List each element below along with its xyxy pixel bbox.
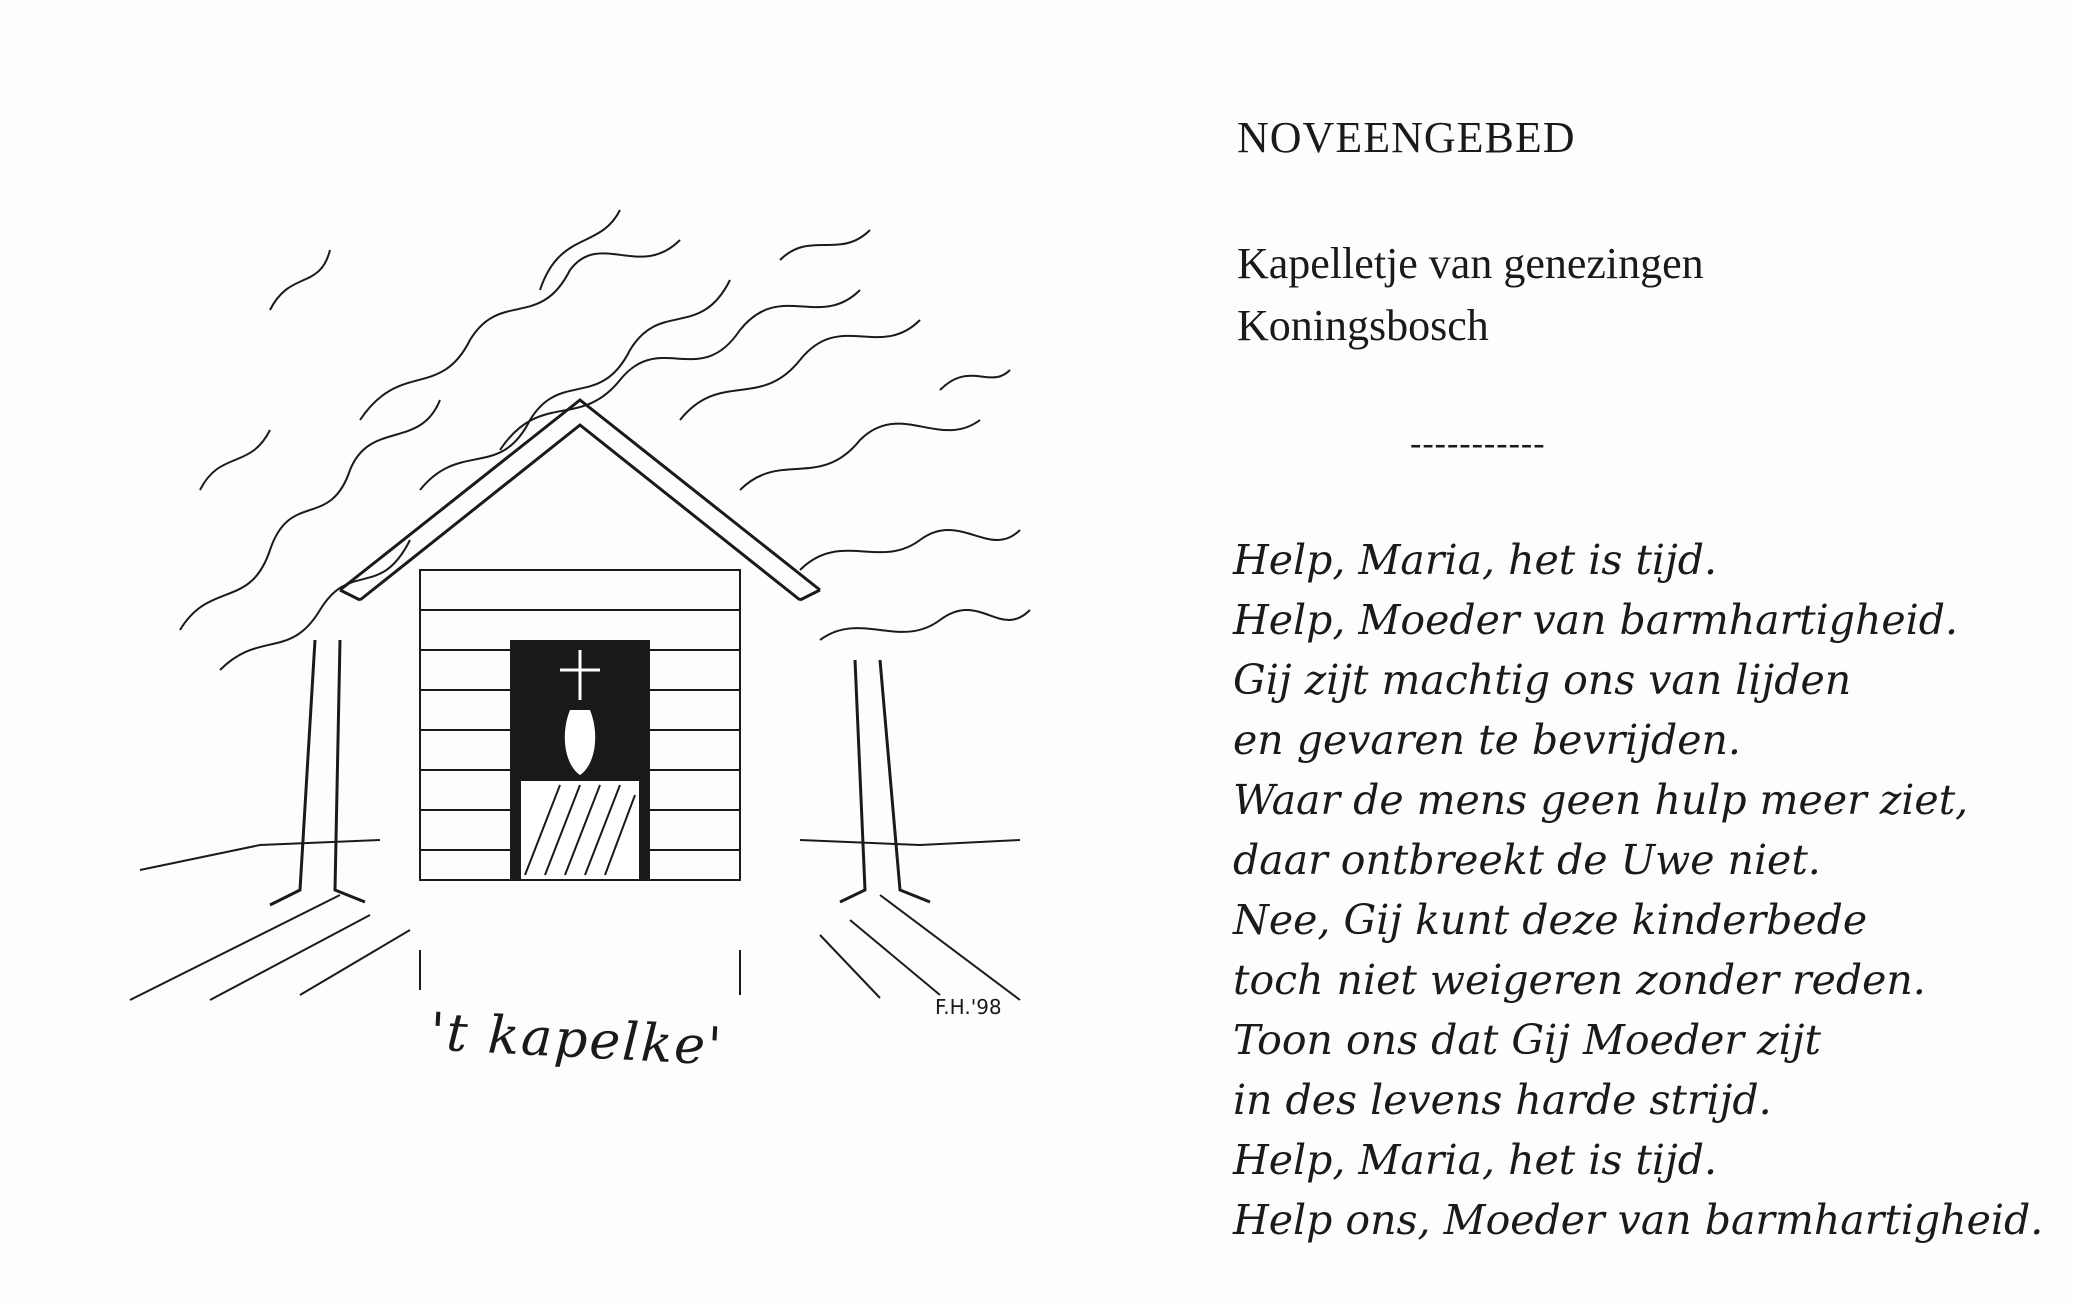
prayer-line: Help, Moeder van barmhartigheid. — [1233, 596, 1959, 644]
prayer-line: toch niet weigeren zonder reden. — [1233, 956, 1926, 1004]
chapel-drawing — [120, 190, 1040, 1090]
prayer-line: Help, Maria, het is tijd. — [1233, 1136, 1718, 1184]
prayer-line: en gevaren te bevrijden. — [1233, 716, 1741, 764]
subtitle-line: Koningsbosch — [1237, 301, 1489, 350]
drawing-caption: 't kapelke' — [428, 1002, 725, 1078]
prayer-line: Help, Maria, het is tijd. — [1233, 536, 1718, 584]
card-title: NOVEENGEBED — [1237, 113, 1576, 162]
artist-signature: F.H.'98 — [935, 995, 1002, 1019]
prayer-line: in des levens harde strijd. — [1233, 1076, 1772, 1124]
prayer-line: Toon ons dat Gij Moeder zijt — [1233, 1016, 1821, 1064]
prayer-line: Gij zijt machtig ons van lijden — [1233, 656, 1852, 704]
prayer-line: Nee, Gij kunt deze kinderbede — [1233, 896, 1868, 944]
tree-foliage — [180, 210, 1030, 670]
prayer-line: daar ontbreekt de Uwe niet. — [1233, 836, 1821, 884]
prayer-line: Waar de mens geen hulp meer ziet, — [1233, 776, 1969, 824]
chapel-doorway — [510, 640, 650, 880]
subtitle-line: Kapelletje van genezingen — [1237, 239, 1704, 288]
section-divider: ----------- — [1410, 425, 1546, 462]
prayer-text — [1233, 530, 2043, 1250]
prayer-line: Help ons, Moeder van barmhartigheid. — [1233, 1196, 2044, 1244]
